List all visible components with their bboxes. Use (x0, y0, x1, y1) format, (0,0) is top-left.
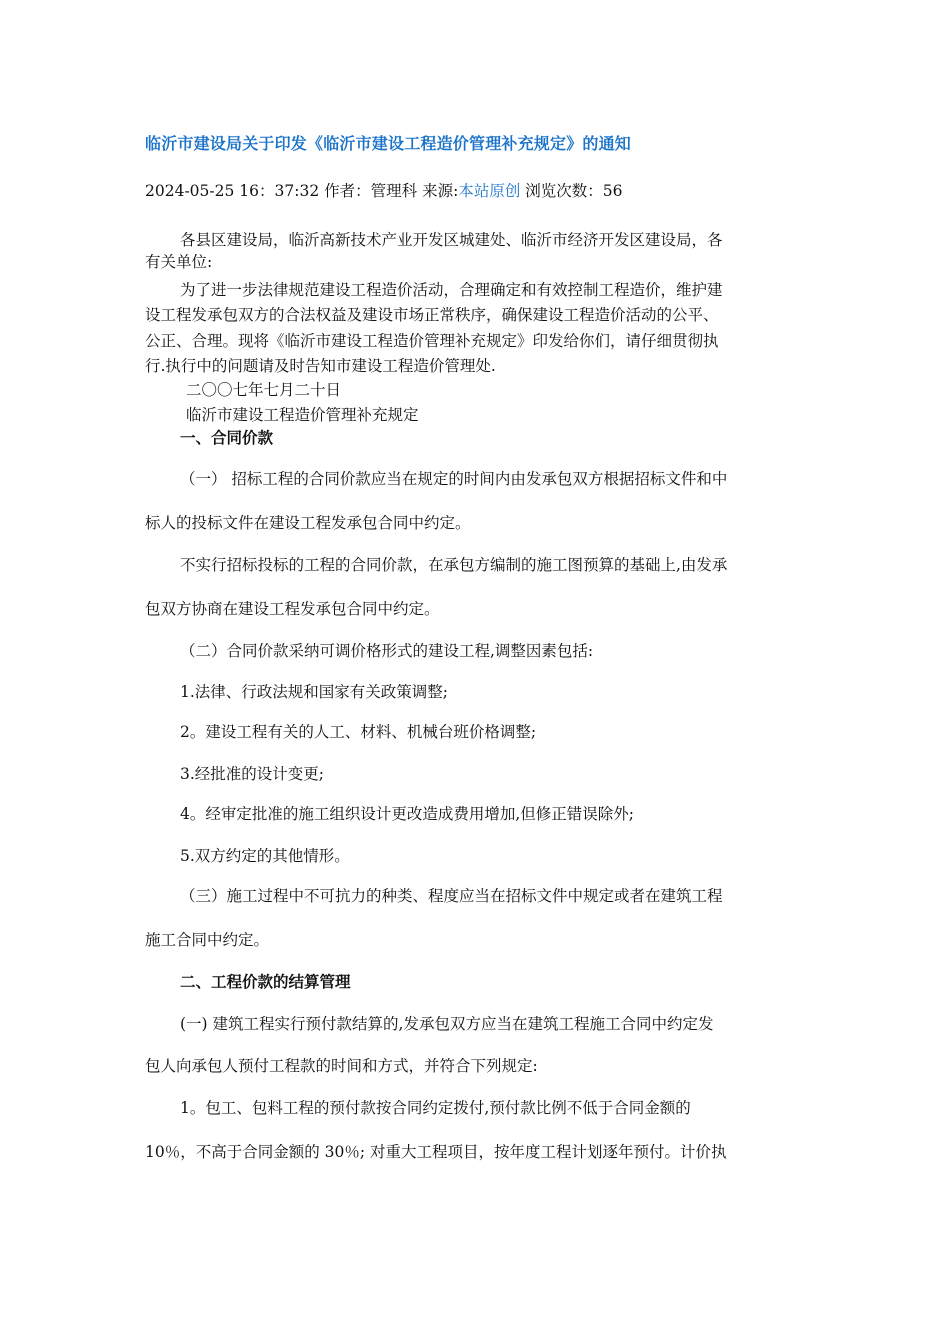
list-item: 4。经审定批准的施工组织设计更改造成费用增加,但修正错误除外; (180, 805, 635, 823)
publish-datetime: 2024-05-25 16：37:32 (145, 182, 320, 200)
author-label: 作者： (324, 182, 371, 200)
views-label: 浏览次数： (525, 182, 603, 200)
notice-date: 二〇〇七年七月二十日 (186, 381, 342, 399)
salutation-line: 各县区建设局，临沂高新技术产业开发区城建处、临沂市经济开发区建设局，各 (180, 231, 723, 249)
list-item: 1.法律、行政法规和国家有关政策调整; (180, 683, 449, 701)
paragraph-line: 施工合同中约定。 (145, 931, 270, 949)
paragraph-line: （三）施工过程中不可抗力的种类、程度应当在招标文件中规定或者在建筑工程 (180, 887, 723, 905)
source-link[interactable]: 本站原创 (458, 182, 521, 200)
paragraph-line: 包双方协商在建设工程发承包合同中约定。 (145, 600, 440, 618)
paragraph-line: (一) 建筑工程实行预付款结算的,发承包双方应当在建筑工程施工合同中约定发 (180, 1015, 714, 1033)
views-count: 56 (602, 182, 623, 200)
list-item: 3.经批准的设计变更; (180, 765, 325, 783)
article-title: 临沂市建设局关于印发《临沂市建设工程造价管理补充规定》的通知 (145, 134, 632, 153)
notice-body-line: 公正、合理。现将《临沂市建设工程造价管理补充规定》印发给你们，请仔细贯彻执 (145, 332, 719, 350)
salutation-line: 有关单位: (145, 253, 213, 271)
paragraph-line: 1。包工、包料工程的预付款按合同约定拨付,预付款比例不低于合同金额的 (180, 1099, 691, 1117)
document-title: 临沂市建设工程造价管理补充规定 (186, 406, 419, 424)
section-heading: 一、合同价款 (180, 429, 274, 447)
notice-body-line: 设工程发承包双方的合法权益及建设市场正常秩序，确保建设工程造价活动的公平、 (145, 306, 719, 324)
list-item: 5.双方约定的其他情形。 (180, 847, 350, 865)
article-meta (145, 181, 623, 201)
notice-body-line: 行.执行中的问题请及时告知市建设工程造价管理处. (145, 357, 496, 375)
paragraph-line: （二）合同价款采纳可调价格形式的建设工程,调整因素包括: (180, 642, 594, 660)
paragraph-line: 包人向承包人预付工程款的时间和方式，并符合下列规定: (145, 1057, 538, 1075)
paragraph-line: 10％，不高于合同金额的 30％; 对重大工程项目，按年度工程计划逐年预付。计价执 (145, 1143, 727, 1161)
list-item: 2。建设工程有关的人工、材料、机械台班价格调整; (180, 723, 537, 741)
paragraph-line: 标人的投标文件在建设工程发承包合同中约定。 (145, 514, 471, 532)
source-label: 来源: (422, 182, 459, 200)
paragraph-line: 不实行招标投标的工程的合同价款，在承包方编制的施工图预算的基础上,由发承 (180, 556, 728, 574)
paragraph-line: （一） 招标工程的合同价款应当在规定的时间内由发承包双方根据招标文件和中 (180, 470, 728, 488)
section-heading: 二、工程价款的结算管理 (180, 973, 351, 991)
author-name: 管理科 (370, 182, 418, 200)
notice-body-line: 为了进一步法律规范建设工程造价活动，合理确定和有效控制工程造价，维护建 (180, 281, 723, 299)
